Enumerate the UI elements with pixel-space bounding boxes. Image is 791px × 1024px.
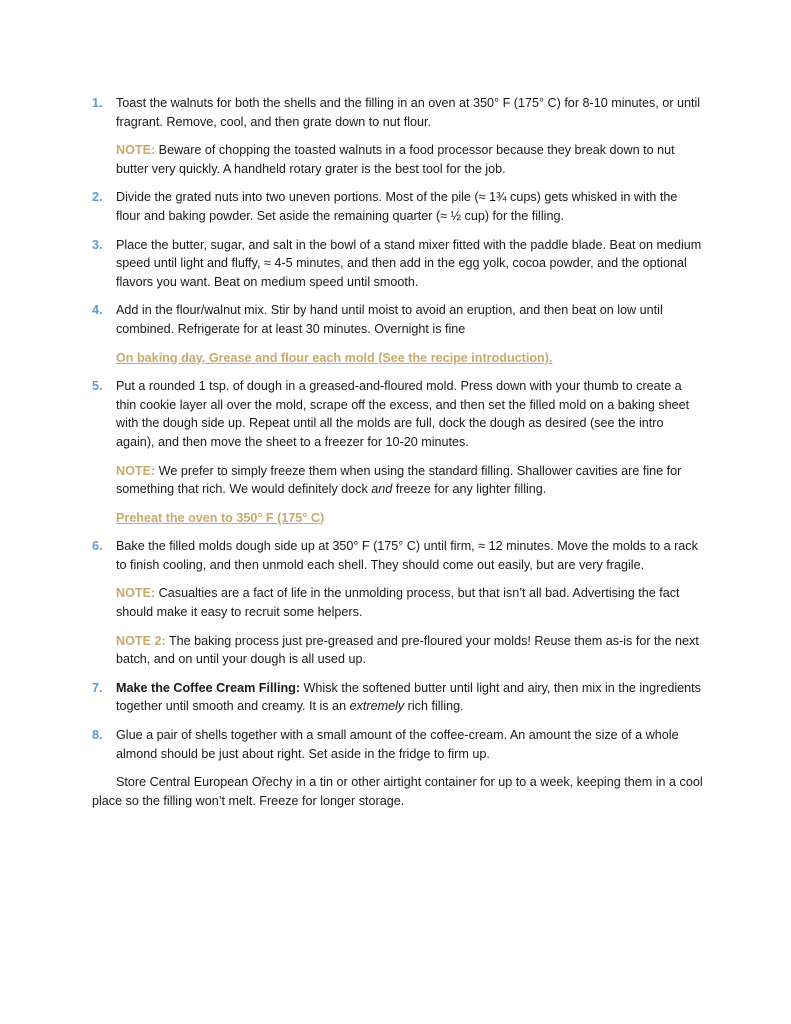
preheat-heading: Preheat the oven to 350° F (175° C) (116, 510, 325, 525)
step-text: Add in the flour/walnut mix. Stir by hand until moist to avoid an eruption, and then beat on low until combined. Refrigerate for at least 30 minutes. Overnight is fine (116, 303, 663, 336)
note-label: NOTE: (116, 463, 156, 478)
step-7 (92, 679, 704, 716)
step-5 (92, 377, 704, 451)
step-text: Divide the grated nuts into two uneven portions. Most of the pile (≈ 1¾ cups) gets whisked in with the flour and baking powder. Set aside the remaining quarter (≈ ½ cup) for the filling. (116, 190, 678, 223)
step-number: 1. (92, 96, 103, 110)
step-text-after: rich filling. (404, 699, 464, 714)
step-number: 5. (92, 379, 103, 394)
note-label: NOTE 2: (116, 633, 166, 648)
step-1 (92, 94, 704, 131)
step-number: 7. (92, 680, 103, 695)
step-2 (92, 188, 704, 225)
note-6a (92, 584, 704, 621)
step-number: 2. (92, 190, 103, 205)
note-text: Casualties are a fact of life in the unmolding process, but that isn’t all bad. Advertising the fact should make it easy to recruit some helpers. (116, 586, 680, 620)
step-text: Put a rounded 1 tsp. of dough in a greased-and-floured mold. Press down with your thumb to create a thin cookie layer all over the mold, scrape off the excess, and then set the filled mold on a baking sheet with the dough side up. Repeat until all the molds are full, dock the dough as desired (see the intro again), and then move the sheet to a freezer for 10-20 minutes. (116, 379, 690, 449)
step-text: Glue a pair of shells together with a small amount of the coffee-cream. An amount the size of a whole almond should be just about right. Set aside in the fridge to firm up. (116, 728, 679, 761)
step-number: 3. (92, 237, 103, 252)
step-8 (92, 726, 704, 763)
step-text: Bake the filled molds dough side up at 350° F (175° C) until firm, ≈ 12 minutes. Move the molds to a rack to finish cooling, and then unmold each shell. They should come out easily, but are very fragile. (116, 539, 698, 572)
note-text-after: freeze for any lighter filling. (392, 482, 547, 497)
step-number: 8. (92, 728, 103, 743)
note-emphasis: and (371, 482, 393, 497)
note-6b (92, 632, 704, 669)
step-bold-lead: Make the Coffee Cream Filling: (116, 680, 301, 695)
note-1 (92, 141, 704, 178)
step-number: 4. (92, 303, 103, 318)
recipe-instructions (92, 94, 704, 810)
step-text: Toast the walnuts for both the shells and the filling in an oven at 350° F (175° C) for 8-10 minutes, or until fragrant. Remove, cool, and then grate down to nut flour. (116, 96, 701, 129)
note-label: NOTE: (116, 143, 156, 158)
baking-day-heading: On baking day, Grease and flour each mold (See the recipe introduction). (116, 350, 553, 365)
note-label: NOTE: (116, 586, 156, 601)
note-text: The baking process just pre-greased and pre-floured your molds! Reuse them as-is for the next batch, and on until your dough is all used up. (116, 633, 699, 667)
step-3 (92, 236, 704, 292)
step-4 (92, 301, 704, 338)
storage-paragraph: Store Central European Ořechy in a tin or other airtight container for up to a week, keeping them in a cool place so the filling won’t melt. Freeze for longer storage. (92, 775, 703, 808)
note-5 (92, 462, 704, 499)
step-number: 6. (92, 539, 103, 554)
step-text: Place the butter, sugar, and salt in the bowl of a stand mixer fitted with the paddle blade. Beat on medium speed until light and fluffy, ≈ 4-5 minutes, and then add in the egg yolk, cocoa powder, and the optional flavors you want. Beat on medium speed until smooth. (116, 237, 702, 289)
note-text: We prefer to simply freeze them when using the standard filling. Shallower cavities are fine for something that rich. We would definitely dock (116, 463, 682, 497)
step-6 (92, 537, 704, 574)
step-text: Whisk the softened butter until light and airy, then mix in the ingredients together until smooth and creamy. It is an (116, 680, 701, 714)
step-emphasis: extremely (349, 699, 405, 714)
note-text: Beware of chopping the toasted walnuts in a food processor because they break down to nut butter very quickly. A handheld rotary grater is the best tool for the job. (116, 143, 675, 176)
